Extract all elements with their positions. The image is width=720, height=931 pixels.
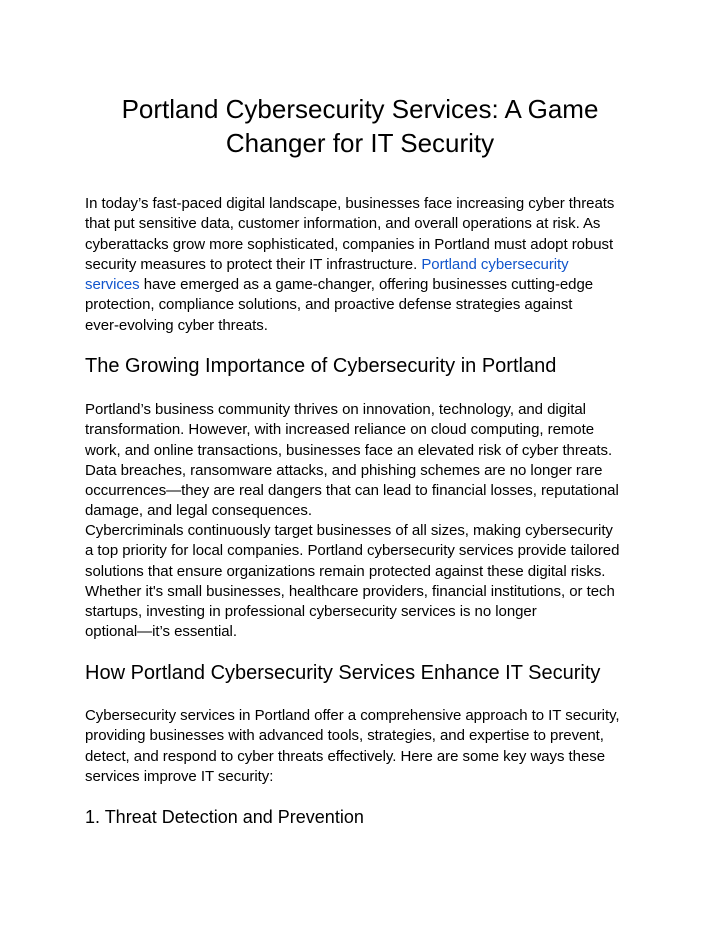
- portland-cybersecurity-link[interactable]: Portland cybersecurity: [421, 255, 569, 273]
- title-line-1: Portland Cybersecurity Services: A Game: [121, 94, 599, 124]
- section2-line-1: Cybersecurity services in Portland offer a comprehensive approach to IT security,: [85, 707, 620, 724]
- title-line-2: Changer for IT Security: [225, 128, 495, 158]
- section1-p2-line-1: Cybercriminals continuously target businesses of all sizes, making cybersecurity: [85, 522, 613, 539]
- intro-line-1: In today’s fast-paced digital landscape, businesses face increasing cyber threats: [85, 195, 615, 212]
- section1-p1-line-1: Portland’s business community thrives on innovation, technology, and digital: [85, 401, 586, 418]
- services-link[interactable]: services: [85, 276, 140, 294]
- intro-line-3: cyberattacks grow more sophisticated, companies in Portland must adopt robust: [85, 235, 614, 253]
- section1-paragraph-1: [85, 400, 645, 522]
- section1-p2-line-5: startups, investing in professional cybersecurity services is no longer: [85, 603, 537, 621]
- section2-line-3: detect, and respond to cyber threats effectively. Here are some key ways these: [85, 747, 605, 765]
- section2-line-2: providing businesses with advanced tools, strategies, and expertise to prevent,: [85, 727, 604, 745]
- section1-p2-line-2: a top priority for local companies. Portland cybersecurity services provide tailored: [85, 542, 620, 560]
- intro-paragraph: [85, 194, 645, 336]
- section1-paragraph-2: [85, 521, 645, 643]
- intro-line-4: [85, 255, 645, 275]
- subsection-heading-threat-detection: 1. Threat Detection and Prevention: [85, 807, 364, 827]
- section1-p1-line-4: Data breaches, ransomware attacks, and phishing schemes are no longer rare: [85, 461, 603, 479]
- section2-line-4: services improve IT security:: [85, 767, 274, 785]
- section1-p1-line-2: transformation. However, with increased reliance on cloud computing, remote: [85, 421, 595, 439]
- section1-p1-line-5: occurrences—they are real dangers that can lead to financial losses, reputational: [85, 482, 619, 500]
- intro-line-5: [85, 275, 645, 295]
- section1-p1-line-3: work, and online transactions, businesses face an elevated risk of cyber threats.: [85, 441, 613, 459]
- document-title: [60, 92, 660, 160]
- intro-line-7: ever-evolving cyber threats.: [85, 316, 268, 334]
- section1-p1-line-6: damage, and legal consequences.: [85, 502, 312, 520]
- section1-p2-line-3: solutions that ensure organizations remain protected against these digital risks.: [85, 562, 606, 580]
- intro-line-4-text: security measures to protect their IT infrastructure.: [85, 255, 422, 273]
- intro-line-2: that put sensitive data, customer information, and overall operations at risk. As: [85, 215, 601, 233]
- section-heading-growing-importance: The Growing Importance of Cybersecurity in Portland: [85, 355, 557, 377]
- section2-paragraph: [85, 706, 645, 787]
- section1-p2-line-6: optional—it’s essential.: [85, 623, 237, 641]
- section1-p2-line-4: Whether it's small businesses, healthcare providers, financial institutions, or tech: [85, 582, 615, 600]
- intro-line-5-text: have emerged as a game-changer, offering businesses cutting-edge: [139, 276, 594, 294]
- intro-line-6: protection, compliance solutions, and proactive defense strategies against: [85, 296, 573, 314]
- section-heading-how-services-enhance: How Portland Cybersecurity Services Enhance IT Security: [85, 662, 601, 684]
